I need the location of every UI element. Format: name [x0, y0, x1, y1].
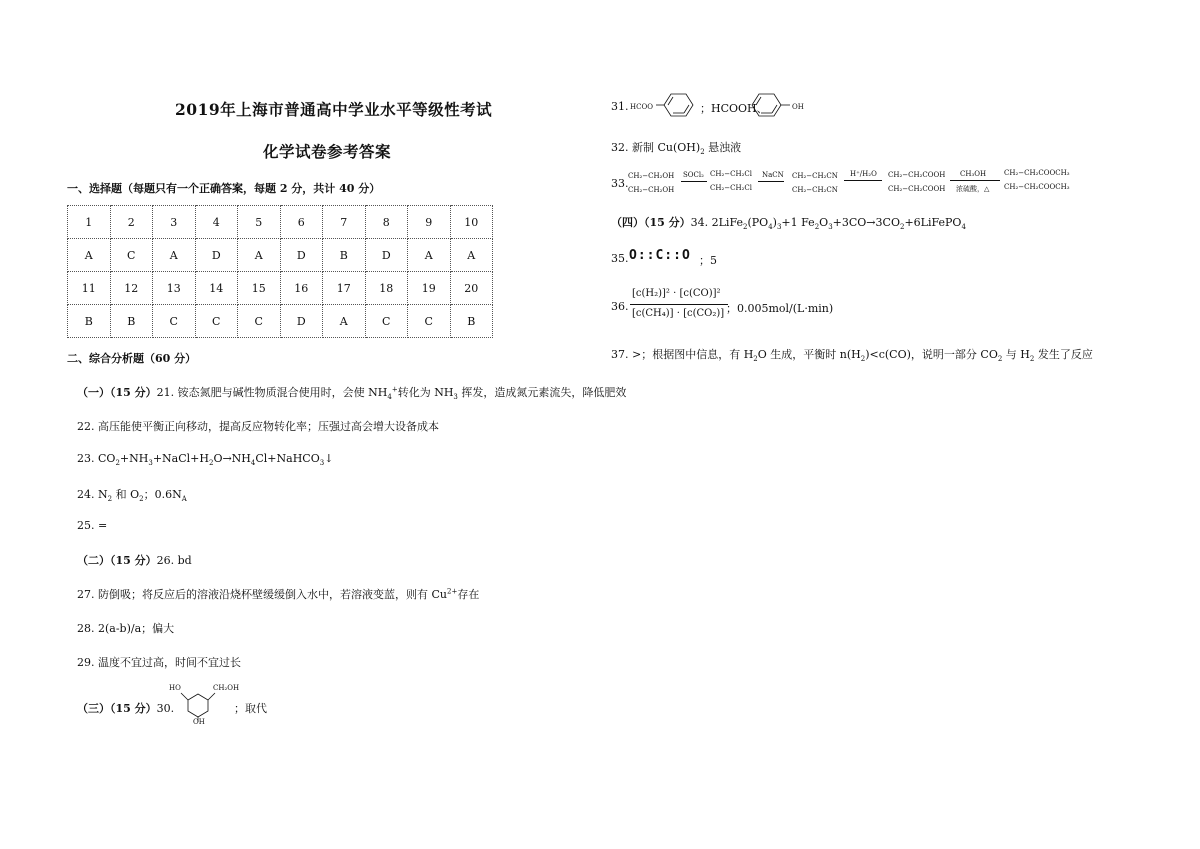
page-subtitle: 化学试卷参考答案 — [263, 142, 392, 161]
arrow-3 — [844, 180, 882, 181]
q34-sub: 3 — [828, 223, 833, 232]
q21-sub: 4 — [387, 393, 392, 402]
hcoo-label: HCOO — [630, 103, 653, 111]
question-number-cell: 20 — [450, 272, 493, 305]
product-2-top: CH₂−CH₂Cl — [710, 170, 752, 178]
part-4-label: （四）（15 分） — [611, 216, 691, 229]
q21-sup: + — [391, 385, 398, 394]
question-number-row — [68, 206, 493, 239]
question-number-cell: 7 — [323, 206, 366, 239]
section1-heading: 一、选择题（每题只有一个正确答案，每题 2 分，共计 40 分） — [67, 182, 381, 195]
reagent-4-conditions: 浓硫酸，△ — [956, 185, 990, 193]
question-number-cell: 15 — [238, 272, 281, 305]
q32-text: 32. 新制 Cu(OH) — [611, 141, 701, 154]
q36-numerator: [c(H₂)]² · [c(CO)]² — [632, 288, 721, 299]
reagent-1: SOCl₂ — [683, 171, 704, 179]
exam-title: 2019年上海市普通高中学业水平等级性考试 — [175, 100, 493, 119]
answer-cell: D — [280, 239, 323, 272]
q34-sub: 3 — [776, 223, 782, 232]
reactant-1-top: CH₂−CH₂OH — [628, 172, 675, 180]
oh-label: OH — [792, 103, 804, 111]
q31-middle: ；HCOOH、 — [700, 102, 768, 115]
arrow-4 — [950, 180, 1000, 181]
answer-cell: B — [68, 305, 111, 338]
q33-number: 33. — [611, 177, 629, 190]
question-number-cell: 6 — [280, 206, 323, 239]
benzene-ring — [188, 694, 208, 717]
answer-cell: C — [238, 305, 281, 338]
q24-sub: A — [181, 495, 187, 504]
answer-cell: A — [68, 239, 111, 272]
q24-answer — [77, 486, 187, 503]
question-number-cell: 4 — [195, 206, 238, 239]
q26-answer — [77, 552, 192, 568]
answer-cell: A — [323, 305, 366, 338]
reagent-2: NaCN — [762, 171, 784, 179]
bond-line — [181, 693, 188, 700]
ch2oh-label: CH₂OH — [213, 684, 240, 692]
q34-text: +6LiFePO — [904, 216, 962, 229]
q34-text: +3CO→3CO — [832, 216, 900, 229]
q28-answer: 28. 2(a-b)/a；偏大 — [77, 622, 175, 635]
answer-cell: C — [195, 305, 238, 338]
question-number-cell: 1 — [68, 206, 111, 239]
q37-answer — [611, 346, 1093, 363]
q24-text: 24. N — [77, 488, 108, 501]
q24-text: 和 O — [112, 488, 140, 501]
question-number-cell: 5 — [238, 206, 281, 239]
q22-answer: 22. 高压能使平衡正向移动，提高反应物转化率；压强过高会增大设备成本 — [77, 420, 439, 433]
bond-line — [208, 693, 215, 700]
q21-text: 转化为 NH — [397, 386, 454, 399]
answer-cell: C — [408, 305, 451, 338]
q23-sub: 2 — [208, 459, 214, 468]
q23-answer — [77, 452, 333, 467]
q37-text: 与 H — [1002, 348, 1030, 361]
q32-text: 悬浊液 — [704, 141, 742, 154]
q30-number: 30. — [156, 702, 175, 715]
q37-sub: 2 — [860, 355, 866, 364]
product-3-top: CH₂−CH₂CN — [792, 172, 838, 180]
question-number-cell: 17 — [323, 272, 366, 305]
q23-text: +NH — [119, 452, 149, 465]
question-number-cell: 9 — [408, 206, 451, 239]
q27-sup: 2+ — [447, 587, 458, 596]
question-number-cell: 8 — [365, 206, 408, 239]
question-number-cell: 14 — [195, 272, 238, 305]
q37-text: )<c(CO)，说明一部分 CO — [865, 348, 998, 361]
question-number-cell: 11 — [68, 272, 111, 305]
q26-text: 26. bd — [156, 554, 192, 567]
q21-text: 挥发，造成氮元素流失，降低肥效 — [457, 386, 627, 399]
answer-table — [67, 205, 493, 338]
product-5-top: CH₂−CH₂COOCH₃ — [1004, 169, 1070, 177]
q21-sub: 3 — [453, 393, 458, 402]
q37-text: O 生成，平衡时 n(H — [757, 348, 861, 361]
section2-heading: 二、综合分析题（60 分） — [67, 352, 197, 365]
answer-cell: B — [450, 305, 493, 338]
reagent-4: CH₃OH — [960, 170, 987, 178]
q35-tail: ；5 — [699, 254, 717, 267]
q37-text: 发生了反应 — [1034, 348, 1093, 361]
q24-text: ；0.6N — [143, 488, 182, 501]
question-number-cell: 12 — [110, 272, 153, 305]
answer-cell: A — [450, 239, 493, 272]
q37-sub: 2 — [997, 355, 1003, 364]
q23-text: 23. CO — [77, 452, 116, 465]
q37-text: 37. >；根据图中信息，有 H — [611, 348, 754, 361]
answer-cell: A — [238, 239, 281, 272]
q32-answer — [611, 139, 741, 156]
reactant-1-bottom: CH₂−CH₂OH — [628, 186, 675, 194]
product-4-top: CH₂−CH₂COOH — [888, 171, 946, 179]
q34-text: 34. 2LiFe — [690, 216, 743, 229]
question-number-cell: 3 — [153, 206, 196, 239]
q25-answer: 25. = — [77, 519, 108, 532]
q27-answer — [77, 586, 479, 602]
q34-text: ) — [772, 216, 777, 229]
q36-number: 36. — [611, 300, 629, 313]
q34-answer — [611, 214, 966, 231]
answer-cell: C — [110, 239, 153, 272]
product-3-bottom: CH₂−CH₂CN — [792, 186, 838, 194]
q37-sub: 2 — [1029, 355, 1035, 364]
q23-text: ↓ — [324, 452, 334, 465]
q37-sub: 2 — [753, 355, 758, 364]
q23-text: O→NH — [213, 452, 251, 465]
q21-text: 21. 铵态氮肥与碱性物质混合使用时，会使 NH — [156, 386, 388, 399]
q34-sub: 4 — [768, 223, 773, 232]
arrow-1 — [681, 181, 707, 182]
q34-sub: 4 — [961, 223, 966, 232]
q21-answer — [77, 384, 626, 401]
q27-text: 27. 防倒吸；将反应后的溶液沿烧杯壁缓缓倒入水中，若溶液变蓝，则有 Cu — [77, 588, 447, 601]
q30-tail: ；取代 — [234, 702, 267, 715]
oh-label: OH — [193, 718, 205, 726]
fraction-bar — [630, 304, 728, 305]
q23-sub: 2 — [115, 459, 120, 468]
co2-electron-formula: O::C::O — [629, 248, 691, 263]
product-4-bottom: CH₂−CH₂COOH — [888, 185, 946, 193]
product-5-bottom: CH₂−CH₂COOCH₃ — [1004, 183, 1070, 191]
question-number-row — [68, 272, 493, 305]
answer-cell: D — [280, 305, 323, 338]
part-3-label: （三）（15 分） — [77, 702, 157, 715]
product-2-bottom: CH₂−CH₂Cl — [710, 184, 752, 192]
answer-cell: D — [365, 239, 408, 272]
q23-sub: 3 — [319, 459, 325, 468]
answer-cell: B — [110, 305, 153, 338]
q23-sub: 4 — [250, 459, 256, 468]
q34-sub: 2 — [899, 223, 905, 232]
q36-denominator: [c(CH₄)] · [c(CO₂)] — [632, 308, 725, 319]
question-number-cell: 13 — [153, 272, 196, 305]
q34-sub: 2 — [743, 223, 748, 232]
answer-cell: A — [408, 239, 451, 272]
reagent-3: H⁺/H₂O — [850, 170, 877, 178]
question-number-cell: 16 — [280, 272, 323, 305]
part-2-label: （二）（15 分） — [77, 554, 157, 567]
q30-answer — [77, 700, 174, 716]
benzene-ring-q31b — [748, 90, 794, 120]
answer-row — [68, 305, 493, 338]
answer-row — [68, 239, 493, 272]
q34-sub: 2 — [814, 223, 820, 232]
question-number-cell: 19 — [408, 272, 451, 305]
answer-cell: A — [153, 239, 196, 272]
q24-sub: 2 — [139, 495, 144, 504]
q23-text: +NaCl+H — [152, 452, 209, 465]
answer-cell: B — [323, 239, 366, 272]
q32-sub: 2 — [700, 148, 705, 157]
q24-sub: 2 — [107, 495, 113, 504]
answer-cell: D — [195, 239, 238, 272]
q35-number: 35. — [611, 252, 629, 265]
answer-cell: C — [153, 305, 196, 338]
q34-text: (PO — [747, 216, 769, 229]
ho-label: HO — [169, 684, 181, 692]
q36-tail: ；0.005mol/(L·min) — [726, 302, 834, 315]
q23-text: Cl+NaHCO — [255, 452, 320, 465]
arrow-2 — [758, 181, 784, 182]
part-1-label: （一）（15 分） — [77, 386, 157, 399]
q23-sub: 3 — [148, 459, 153, 468]
q34-text: +1 Fe — [781, 216, 815, 229]
q29-answer: 29. 温度不宜过高，时间不宜过长 — [77, 656, 241, 669]
q34-text: O — [819, 216, 829, 229]
benzene-ring-q31a — [656, 90, 702, 120]
q31-number: 31. — [611, 100, 629, 113]
answer-cell: C — [365, 305, 408, 338]
question-number-cell: 2 — [110, 206, 153, 239]
question-number-cell: 10 — [450, 206, 493, 239]
q27-text: 存在 — [457, 588, 480, 601]
question-number-cell: 18 — [365, 272, 408, 305]
